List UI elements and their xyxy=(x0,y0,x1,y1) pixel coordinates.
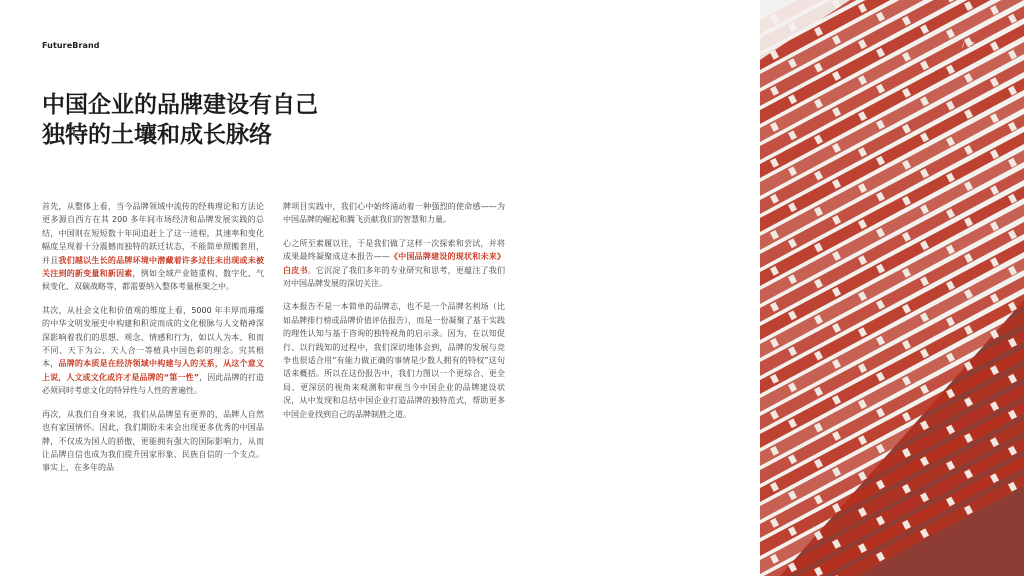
pagoda-illustration xyxy=(760,0,1024,576)
text-run: 首先，从整体上看，当今品牌领域中流传的经典理论和方法论更多源自西方在其 200 多年间市场经济和品牌发展实践的总结，中国则在短短数十年间追赶上了这一进程，其速率和变化幅度呈现着十分震撼而独特的跃迁状态，不能简单照搬套用，并且 xyxy=(42,202,264,265)
highlight-text: 《中国品牌建设的现状和未来》白皮书 xyxy=(283,252,505,275)
title-line-1: 中国企业的品牌建设有自己 xyxy=(42,92,318,118)
text-run: ，因此品牌的打造必须同时考虑文化的特异性与人性的普遍性。 xyxy=(42,372,265,396)
text-run: 。它沉淀了我们多年的专业研究和思考，更蕴注了我们对中国品牌发展的深切关注。 xyxy=(283,265,506,289)
paragraph xyxy=(42,304,264,398)
text-run: 心之所至素履以往，于是我们做了这样一次探索和尝试，并将成果最终凝聚成这本报告—— xyxy=(283,238,505,262)
body-column-left xyxy=(42,200,264,485)
paragraph: 这本报告不是一本简单的品牌志，也不是一个品牌名利场（比如品牌排行榜或品牌价值评估报告），而是一份凝聚了基于实践的理性认知与基于咨询的独特视角的启示录。因为，在以知促行、以行践知的过程中，我们深切地体会到，品牌的发展与竞争也很适合用“有能力做正确的事情是少数人拥有的特权”这句话来概括。所以在这份报告中，我们力图以一个更综合、更全局、更深层的视角来观测和审视当今中国企业的品牌建设状况，从中发现和总结中国企业打造品牌的独特范式，帮助更多中国企业找到自己的品牌制胜之道。 xyxy=(283,302,505,419)
paragraph xyxy=(42,200,264,294)
title-line-2: 独特的土壤和成长脉络 xyxy=(42,122,272,148)
text-run: ，例如全域产业链重构、数字化、气候变化、双碳战略等，都需要纳入整体考量框架之中。 xyxy=(42,269,265,292)
paragraph: 牌项目实践中，我们心中始终涌动着一种强烈的使命感——为中国品牌的崛起和腾飞贡献我们的智慧和力量。 xyxy=(283,202,505,225)
page-number: / 05 xyxy=(962,41,976,49)
text-run: 其次，从社会文化和价值观的维度上看，5000 年丰厚而璀璨的中华文明发展史中构建和积淀而成的文化根脉与人文精神深深影响着我们的思想、观念、情感和行为，如以人为本、和而不同、天下为公、天人合一等植具中国色彩的理念。究其根本， xyxy=(42,305,264,369)
paragraph: 再次，从我们自身来说，我们从品牌星有更养的，品牌人自然也有家国情怀。因此，我们期盼未来会出现更多优秀的中国品牌，不仅成为国人的骄傲，更能拥有强大的国际影响力，从而让品牌自信也成为我们提升国家形象、民族自信的一个支点。事实上，在多年的品 xyxy=(42,409,264,473)
highlight-text: 我们越以生长的品牌环境中潜藏着许多过往未出现或未被关注到的新变量和新因素 xyxy=(42,255,265,279)
highlight-text: 品牌的本质是在经济领域中构建与人的关系，从这个意义上说，人文或文化或许才是品牌的“第一性” xyxy=(42,359,265,382)
brand-logo: FutureBrand xyxy=(42,41,100,50)
body-column-right xyxy=(283,200,505,431)
paragraph xyxy=(283,237,505,291)
pagoda-photo xyxy=(760,0,1024,576)
page-title xyxy=(42,90,462,150)
